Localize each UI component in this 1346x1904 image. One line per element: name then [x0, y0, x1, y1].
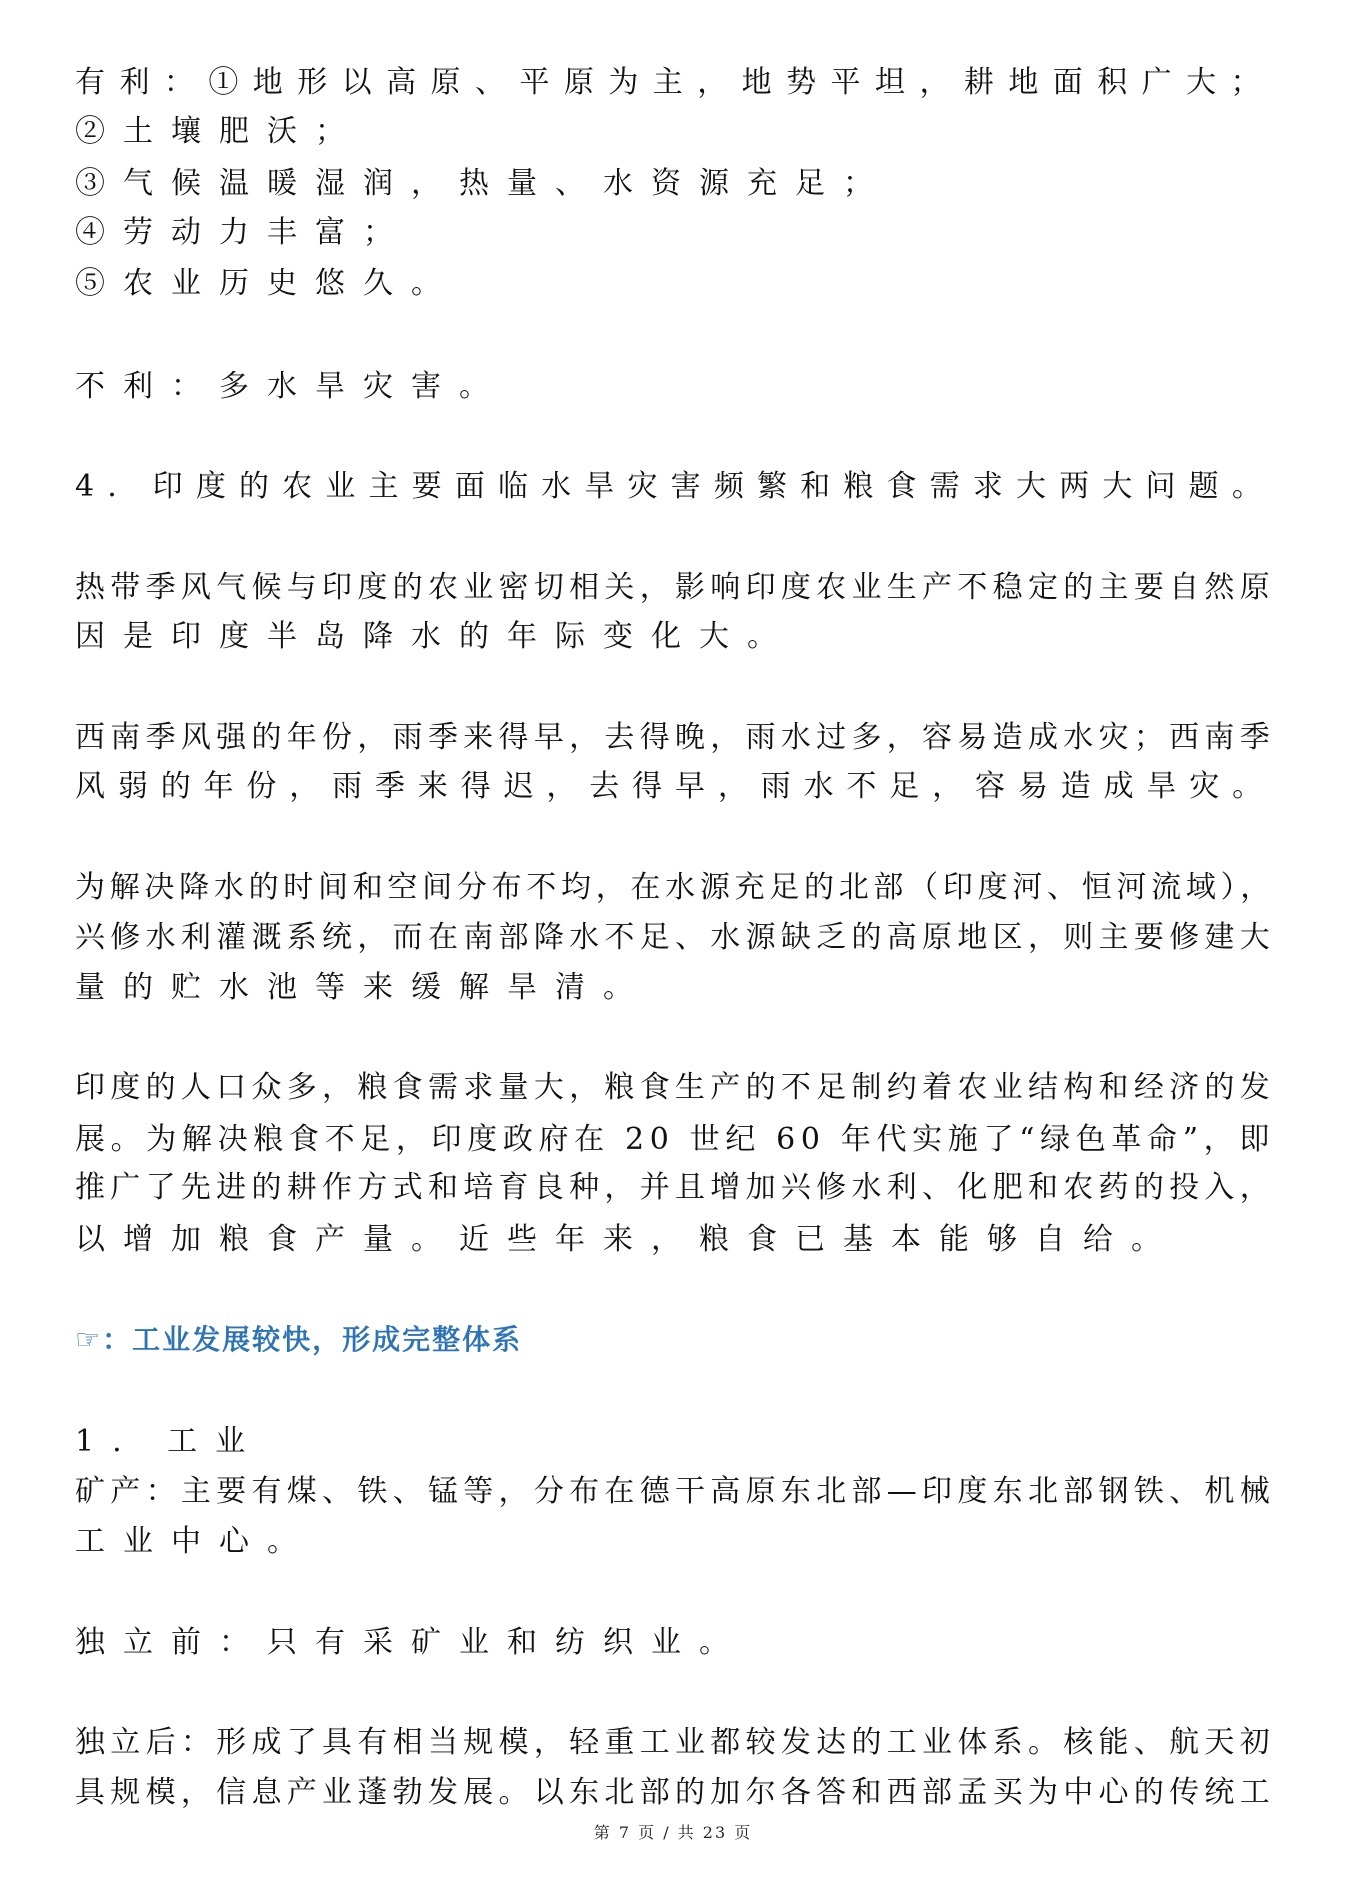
- text-line: 4. 印度的农业主要面临水旱灾害频繁和粮食需求大两大问题。: [75, 469, 1275, 504]
- text-line: 有利：①地形以高原、平原为主，地势平坦，耕地面积广大；: [75, 65, 1275, 100]
- text-line: ②土壤肥沃；: [75, 114, 363, 149]
- text-line: 印度的人口众多，粮食需求量大，粮食生产的不足制约着农业结构和经济的发: [75, 1070, 1275, 1105]
- text-line: ④劳动力丰富；: [75, 215, 411, 250]
- text-line: ⑤农业历史悠久。: [75, 266, 459, 301]
- text-line: 推广了先进的耕作方式和培育良种，并且增加兴修水利、化肥和农药的投入，: [75, 1170, 1275, 1205]
- text-line: 矿产：主要有煤、铁、锰等，分布在德干高原东北部—印度东北部钢铁、机械: [75, 1474, 1275, 1509]
- pointing-hand-icon: ☞: [75, 1323, 103, 1356]
- text-line: 量的贮水池等来缓解旱清。: [75, 970, 651, 1005]
- text-line: 风弱的年份，雨季来得迟，去得早，雨水不足，容易造成旱灾。: [75, 769, 1275, 804]
- text-line: 因是印度半岛降水的年际变化大。: [75, 619, 795, 654]
- text-line: 兴修水利灌溉系统，而在南部降水不足、水源缺乏的高原地区，则主要修建大: [75, 920, 1275, 955]
- text-line: ③气候温暖湿润，热量、水资源充足；: [75, 166, 891, 201]
- text-line: 具规模，信息产业蓬勃发展。以东北部的加尔各答和西部孟买为中心的传统工: [75, 1775, 1275, 1810]
- text-line: 1. 工业: [75, 1424, 264, 1459]
- page-number-footer: 第 7 页 / 共 23 页: [593, 1823, 753, 1842]
- text-line: 展。为解决粮食不足，印度政府在 20 世纪 60 年代实施了“绿色革命”，即: [75, 1122, 1275, 1157]
- text-line: 独立后：形成了具有相当规模，轻重工业都较发达的工业体系。核能、航天初: [75, 1725, 1275, 1760]
- text-line: 不利：多水旱灾害。: [75, 369, 507, 404]
- text-line: 西南季风强的年份，雨季来得早，去得晚，雨水过多，容易造成水灾；西南季: [75, 720, 1275, 755]
- text-line: 热带季风气候与印度的农业密切相关，影响印度农业生产不稳定的主要自然原: [75, 570, 1275, 605]
- text-line: 独立前：只有采矿业和纺织业。: [75, 1625, 747, 1660]
- text-line: 工业中心。: [75, 1524, 315, 1559]
- section-heading: [75, 1320, 522, 1360]
- text-line: 为解决降水的时间和空间分布不均，在水源充足的北部（印度河、恒河流域），: [75, 870, 1275, 905]
- text-line: 以增加粮食产量。近些年来，粮食已基本能够自给。: [75, 1222, 1179, 1257]
- heading-text: ：工业发展较快，形成完整体系: [102, 1323, 523, 1356]
